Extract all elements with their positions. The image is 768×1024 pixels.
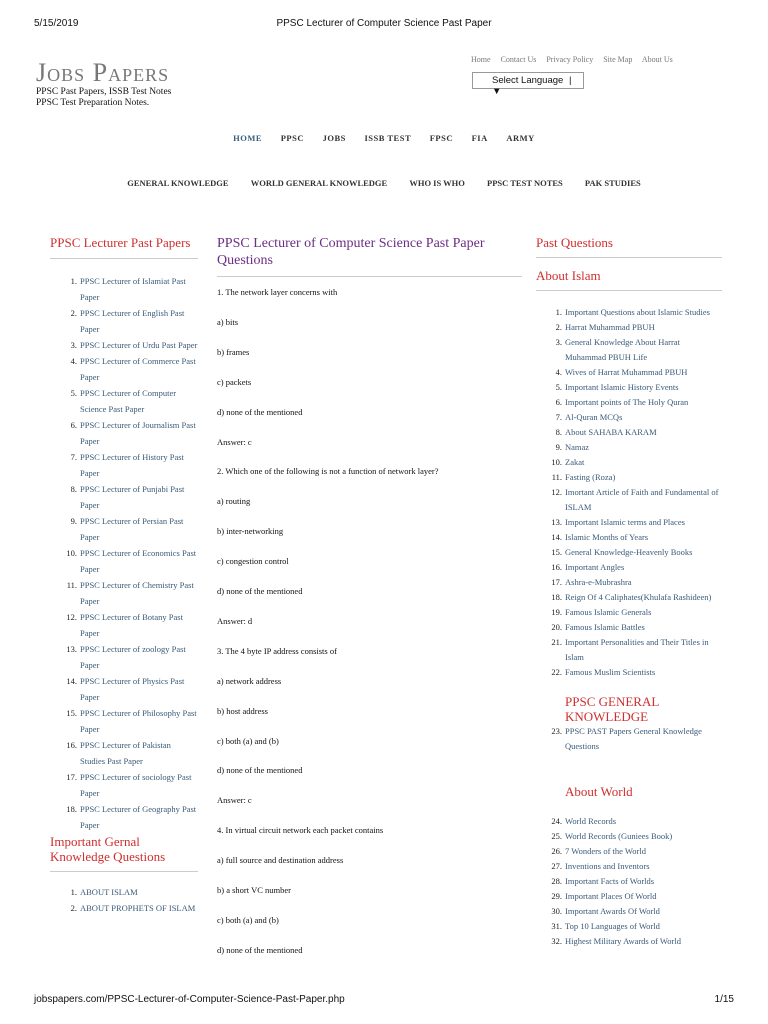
list-number: 3. bbox=[555, 337, 562, 347]
question-line: d) none of the mentioned bbox=[217, 765, 303, 776]
lecturer-papers-title: PPSC Lecturer Past Papers bbox=[50, 235, 191, 250]
question-line: c) both (a) and (b) bbox=[217, 735, 279, 746]
nav-general-knowledge[interactable]: GENERAL KNOWLEDGE bbox=[127, 178, 229, 188]
sidebar-link[interactable] bbox=[536, 829, 722, 844]
list-item-label: PPSC Lecturer of sociology Past Paper bbox=[80, 772, 192, 798]
list-item-label: PPSC PAST Papers General Knowledge Questions bbox=[565, 726, 702, 751]
sidebar-link[interactable] bbox=[536, 874, 722, 889]
list-item-label: Zakat bbox=[565, 457, 585, 467]
list-number: 11. bbox=[551, 472, 562, 482]
sidebar-link[interactable] bbox=[536, 590, 722, 605]
list-item-label: Ashra-e-Mubrashra bbox=[565, 577, 632, 587]
list-item-label: Al-Quran MCQs bbox=[565, 412, 623, 422]
list-item-label: PPSC Lecturer of zoology Past Paper bbox=[80, 644, 186, 670]
chevron-down-icon: ▼ bbox=[492, 86, 502, 97]
nav-who-is-who[interactable]: WHO IS WHO bbox=[409, 178, 465, 188]
nav-home[interactable]: HOME bbox=[233, 133, 263, 143]
question-line: d) none of the mentioned bbox=[217, 944, 303, 955]
sidebar-link[interactable] bbox=[536, 305, 722, 320]
list-number: 22. bbox=[551, 667, 562, 677]
sidebar-link[interactable] bbox=[50, 385, 198, 417]
sidebar-link[interactable] bbox=[50, 449, 198, 481]
gk-questions-title: Important Gernal Knowledge Questions bbox=[50, 834, 166, 864]
question-line: c) both (a) and (b) bbox=[217, 914, 279, 925]
list-item-label: Famous Muslim Scientists bbox=[565, 667, 656, 677]
lecturer-papers-list bbox=[50, 273, 198, 833]
nav-ppsc-test-notes[interactable]: PPSC TEST NOTES bbox=[487, 178, 563, 188]
sidebar-link[interactable] bbox=[50, 737, 198, 769]
toplink-contact[interactable]: Contact Us bbox=[500, 55, 537, 64]
secondary-nav bbox=[0, 178, 768, 188]
sidebar-link[interactable] bbox=[536, 440, 722, 455]
question-line: a) full source and destination address bbox=[217, 855, 344, 866]
question-line: c) congestion control bbox=[217, 556, 289, 567]
list-item-label: Important Places Of World bbox=[565, 891, 657, 901]
sidebar-link[interactable] bbox=[50, 641, 198, 673]
sidebar-link[interactable] bbox=[50, 801, 198, 833]
list-item-label: Top 10 Languages of World bbox=[565, 921, 660, 931]
list-number: 1. bbox=[555, 307, 562, 317]
list-number: 24. bbox=[551, 816, 562, 826]
question-line: Answer: d bbox=[217, 615, 253, 626]
list-number: 7. bbox=[555, 412, 562, 422]
list-item-label: Important Islamic terms and Places bbox=[565, 517, 685, 527]
nav-jobs[interactable]: JOBS bbox=[322, 133, 346, 143]
list-item-label: PPSC Lecturer of Physics Past Paper bbox=[80, 676, 185, 702]
question-line: b) a short VC number bbox=[217, 885, 291, 895]
sidebar-link[interactable] bbox=[536, 635, 722, 665]
print-title: PPSC Lecturer of Computer Science Past Paper bbox=[276, 18, 492, 29]
list-item-label: PPSC Lecturer of English Past Paper bbox=[80, 308, 185, 334]
question-line: 2. Which one of the following is not a function of network layer? bbox=[217, 466, 439, 477]
question-line: d) none of the mentioned bbox=[217, 586, 303, 596]
sidebar-link[interactable] bbox=[536, 844, 722, 859]
list-item-label: PPSC Lecturer of Pakistan Studies Past Paper bbox=[80, 740, 171, 766]
sidebar-link[interactable] bbox=[536, 724, 722, 754]
list-number: 6. bbox=[70, 420, 77, 430]
list-item-label: PPSC Lecturer of History Past Paper bbox=[80, 452, 184, 478]
sidebar-link[interactable] bbox=[50, 769, 198, 801]
list-item-label: Important points of The Holy Quran bbox=[565, 397, 689, 407]
primary-nav bbox=[0, 133, 768, 143]
sidebar-link[interactable] bbox=[50, 545, 198, 577]
sidebar-link[interactable] bbox=[536, 665, 722, 680]
ppsc-gk-list bbox=[536, 724, 722, 754]
list-number: 13. bbox=[551, 517, 562, 527]
sidebar-link[interactable] bbox=[536, 320, 722, 335]
sidebar-link[interactable] bbox=[50, 337, 198, 353]
sidebar-link[interactable] bbox=[536, 560, 722, 575]
list-item-label: Important Questions about Islamic Studies bbox=[565, 307, 710, 317]
list-number: 21. bbox=[551, 637, 562, 647]
nav-fpsc[interactable]: FPSC bbox=[429, 133, 453, 143]
list-item-label: Fasting (Roza) bbox=[565, 472, 616, 482]
main-content bbox=[217, 235, 522, 277]
question-line: b) host address bbox=[217, 705, 268, 716]
list-item-label: PPSC Lecturer of Philosophy Past Paper bbox=[80, 708, 197, 734]
list-number: 1. bbox=[70, 887, 77, 897]
sidebar-link[interactable] bbox=[536, 410, 722, 425]
sidebar-link[interactable] bbox=[50, 900, 198, 916]
list-item-label: Wives of Harrat Muhammad PBUH bbox=[565, 367, 688, 377]
sidebar-link[interactable] bbox=[536, 814, 722, 829]
list-number: 15. bbox=[551, 547, 562, 557]
list-item-label: PPSC Lecturer of Commerce Past Paper bbox=[80, 356, 196, 382]
list-item-label: Important Facts of Worlds bbox=[565, 876, 655, 886]
page-title: PPSC Lecturer of Computer Science Past Paper Questions bbox=[217, 236, 485, 268]
list-item-label: Famous Islamic Battles bbox=[565, 622, 645, 632]
list-number: 30. bbox=[551, 906, 562, 916]
sidebar-link[interactable] bbox=[536, 605, 722, 620]
list-number: 19. bbox=[551, 607, 562, 617]
toplink-sitemap[interactable]: Site Map bbox=[603, 55, 633, 64]
sidebar-link[interactable] bbox=[536, 934, 722, 949]
sidebar-link[interactable] bbox=[536, 575, 722, 590]
print-date: 5/15/2019 bbox=[34, 18, 79, 29]
right-sidebar bbox=[536, 235, 722, 949]
list-item-label: About SAHABA KARAM bbox=[565, 427, 657, 437]
sidebar-link[interactable] bbox=[50, 705, 198, 737]
question-line: Answer: c bbox=[217, 795, 252, 806]
list-item-label: PPSC Lecturer of Botany Past Paper bbox=[80, 612, 183, 638]
sidebar-link[interactable] bbox=[536, 889, 722, 904]
list-number: 27. bbox=[551, 861, 562, 871]
nav-pak-studies[interactable]: PAK STUDIES bbox=[584, 178, 641, 188]
question-line: a) bits bbox=[217, 316, 239, 327]
sidebar-link[interactable] bbox=[536, 365, 722, 380]
list-item-label: Important Personalities and Their Titles in Islam bbox=[565, 637, 709, 662]
list-number: 8. bbox=[70, 484, 77, 494]
list-number: 9. bbox=[555, 442, 562, 452]
list-item-label: PPSC Lecturer of Computer Science Past Paper bbox=[80, 388, 177, 414]
list-item-label: Reign Of 4 Caliphates(Khulafa Rashideen) bbox=[565, 592, 712, 602]
list-number: 31. bbox=[551, 921, 562, 931]
list-item-label: ABOUT PROPHETS OF ISLAM bbox=[80, 903, 196, 913]
question-line: Answer: c bbox=[217, 436, 252, 447]
list-number: 20. bbox=[551, 622, 562, 632]
list-item-label: 7 Wonders of the World bbox=[565, 846, 646, 856]
list-number: 1. bbox=[70, 276, 77, 286]
nav-issb-test[interactable]: ISSB TEST bbox=[364, 133, 412, 143]
top-links bbox=[471, 55, 681, 64]
list-number: 28. bbox=[551, 876, 562, 886]
list-item-label: ABOUT ISLAM bbox=[80, 887, 138, 897]
sidebar-link[interactable] bbox=[536, 335, 722, 365]
ppsc-gk-title: PPSC GENERAL KNOWLEDGE bbox=[565, 694, 659, 724]
list-item-label: General Knowledge About Harrat Muhammad PBUH Life bbox=[565, 337, 680, 362]
list-item-label: Important Awards Of World bbox=[565, 906, 660, 916]
list-item-label: PPSC Lecturer of Geography Past Paper bbox=[80, 804, 197, 830]
question-line: 3. The 4 byte IP address consists of bbox=[217, 645, 337, 656]
list-item-label: PPSC Lecturer of Islamiat Past Paper bbox=[80, 276, 186, 302]
list-number: 14. bbox=[551, 532, 562, 542]
list-number: 17. bbox=[66, 772, 77, 782]
about-islam-list bbox=[536, 305, 722, 680]
question-line: c) packets bbox=[217, 376, 252, 387]
list-item-label: Famous Islamic Generals bbox=[565, 607, 652, 617]
list-number: 16. bbox=[66, 740, 77, 750]
sidebar-link[interactable] bbox=[536, 620, 722, 635]
list-number: 15. bbox=[66, 708, 77, 718]
past-questions-title: Past Questions bbox=[536, 235, 613, 250]
question-line: d) none of the mentioned bbox=[217, 406, 303, 417]
list-item-label: Islamic Months of Years bbox=[565, 532, 649, 542]
list-item-label: PPSC Lecturer of Urdu Past Paper bbox=[80, 340, 198, 350]
list-number: 3. bbox=[70, 340, 77, 350]
nav-army[interactable]: ARMY bbox=[506, 133, 535, 143]
sidebar-link[interactable] bbox=[50, 353, 198, 385]
question-line: 1. The network layer concerns with bbox=[217, 287, 338, 297]
toplink-privacy[interactable]: Privacy Policy bbox=[546, 55, 594, 64]
nav-fia[interactable]: FIA bbox=[471, 133, 488, 143]
list-number: 18. bbox=[66, 804, 77, 814]
list-item-label: PPSC Lecturer of Punjabi Past Paper bbox=[80, 484, 185, 510]
list-number: 23. bbox=[551, 726, 562, 736]
list-number: 16. bbox=[551, 562, 562, 572]
list-item-label: PPSC Lecturer of Persian Past Paper bbox=[80, 516, 184, 542]
list-number: 11. bbox=[66, 580, 77, 590]
sidebar-link[interactable] bbox=[536, 545, 722, 560]
sidebar-link[interactable] bbox=[536, 919, 722, 934]
list-number: 2. bbox=[555, 322, 562, 332]
list-item-label: PPSC Lecturer of Economics Past Paper bbox=[80, 548, 197, 574]
sidebar-link[interactable] bbox=[536, 515, 722, 530]
list-item-label: General Knowledge-Heavenly Books bbox=[565, 547, 693, 557]
question-line: a) routing bbox=[217, 496, 251, 507]
toplink-about[interactable]: About Us bbox=[641, 55, 673, 64]
list-number: 26. bbox=[551, 846, 562, 856]
list-number: 12. bbox=[66, 612, 77, 622]
sidebar-link[interactable] bbox=[50, 577, 198, 609]
list-number: 5. bbox=[70, 388, 77, 398]
list-item-label: Namaz bbox=[565, 442, 590, 452]
sidebar-link[interactable] bbox=[536, 530, 722, 545]
list-number: 10. bbox=[551, 457, 562, 467]
toplink-home[interactable]: Home bbox=[471, 55, 491, 64]
list-number: 2. bbox=[70, 308, 77, 318]
print-page-number: 1/15 bbox=[714, 994, 734, 1005]
list-item-label: Inventions and Inventors bbox=[565, 861, 650, 871]
list-number: 7. bbox=[70, 452, 77, 462]
list-item-label: Harrat Muhammad PBUH bbox=[565, 322, 655, 332]
list-number: 10. bbox=[66, 548, 77, 558]
about-world-title: About World bbox=[565, 784, 633, 799]
sidebar-link[interactable] bbox=[536, 395, 722, 410]
list-number: 8. bbox=[555, 427, 562, 437]
question-line: a) network address bbox=[217, 675, 282, 686]
language-select[interactable]: Select Language | ▼ bbox=[472, 72, 584, 89]
sidebar-link[interactable] bbox=[50, 884, 198, 900]
list-item-label: Important Angles bbox=[565, 562, 625, 572]
list-number: 6. bbox=[555, 397, 562, 407]
sidebar-link[interactable] bbox=[50, 305, 198, 337]
list-number: 9. bbox=[70, 516, 77, 526]
list-number: 18. bbox=[551, 592, 562, 602]
print-url: jobspapers.com/PPSC-Lecturer-of-Computer-Science-Past-Paper.php bbox=[34, 994, 345, 1005]
list-item-label: World Records (Guniees Book) bbox=[565, 831, 673, 841]
list-number: 32. bbox=[551, 936, 562, 946]
list-number: 5. bbox=[555, 382, 562, 392]
language-select-label: Select Language bbox=[492, 75, 564, 86]
sidebar-link[interactable] bbox=[50, 273, 198, 305]
sidebar-link[interactable] bbox=[536, 455, 722, 470]
sidebar-link[interactable] bbox=[50, 417, 198, 449]
tagline-line-1: PPSC Past Papers, ISSB Test Notes bbox=[36, 87, 172, 97]
nav-world-general-knowledge[interactable]: WORLD GENERAL KNOWLEDGE bbox=[250, 178, 388, 188]
sidebar-link[interactable] bbox=[536, 425, 722, 440]
list-item-label: Imortant Article of Faith and Fundamental of ISLAM bbox=[565, 487, 719, 512]
list-item-label: Important Islamic History Events bbox=[565, 382, 679, 392]
list-number: 2. bbox=[70, 903, 77, 913]
list-item-label: PPSC Lecturer of Journalism Past Paper bbox=[80, 420, 196, 446]
question-line: b) frames bbox=[217, 346, 250, 357]
sidebar-link[interactable] bbox=[536, 904, 722, 919]
sidebar-link[interactable] bbox=[536, 380, 722, 395]
list-number: 13. bbox=[66, 644, 77, 654]
nav-ppsc[interactable]: PPSC bbox=[280, 133, 304, 143]
left-sidebar bbox=[50, 235, 198, 916]
list-number: 25. bbox=[551, 831, 562, 841]
site-logo[interactable]: Jobs Papers bbox=[36, 58, 170, 87]
sidebar-link[interactable] bbox=[536, 859, 722, 874]
sidebar-link[interactable] bbox=[50, 481, 198, 513]
about-world-list bbox=[536, 814, 722, 949]
list-item-label: PPSC Lecturer of Chemistry Past Paper bbox=[80, 580, 194, 606]
list-number: 29. bbox=[551, 891, 562, 901]
list-item-label: Highest Military Awards of World bbox=[565, 936, 681, 946]
list-number: 4. bbox=[555, 367, 562, 377]
sidebar-link[interactable] bbox=[50, 513, 198, 545]
tagline-line-2: PPSC Test Preparation Notes. bbox=[36, 98, 150, 108]
gk-questions-list bbox=[50, 884, 198, 916]
about-islam-title: About Islam bbox=[536, 268, 601, 283]
sidebar-link[interactable] bbox=[536, 470, 722, 485]
list-number: 17. bbox=[551, 577, 562, 587]
sidebar-link[interactable] bbox=[50, 609, 198, 641]
list-number: 14. bbox=[66, 676, 77, 686]
question-line: 4. In virtual circuit network each packet contains bbox=[217, 825, 384, 836]
question-line: b) inter-networking bbox=[217, 526, 284, 537]
site-tagline bbox=[36, 87, 171, 109]
sidebar-link[interactable] bbox=[536, 485, 722, 515]
list-number: 12. bbox=[551, 487, 562, 497]
list-item-label: World Records bbox=[565, 816, 617, 826]
sidebar-link[interactable] bbox=[50, 673, 198, 705]
list-number: 4. bbox=[70, 356, 77, 366]
